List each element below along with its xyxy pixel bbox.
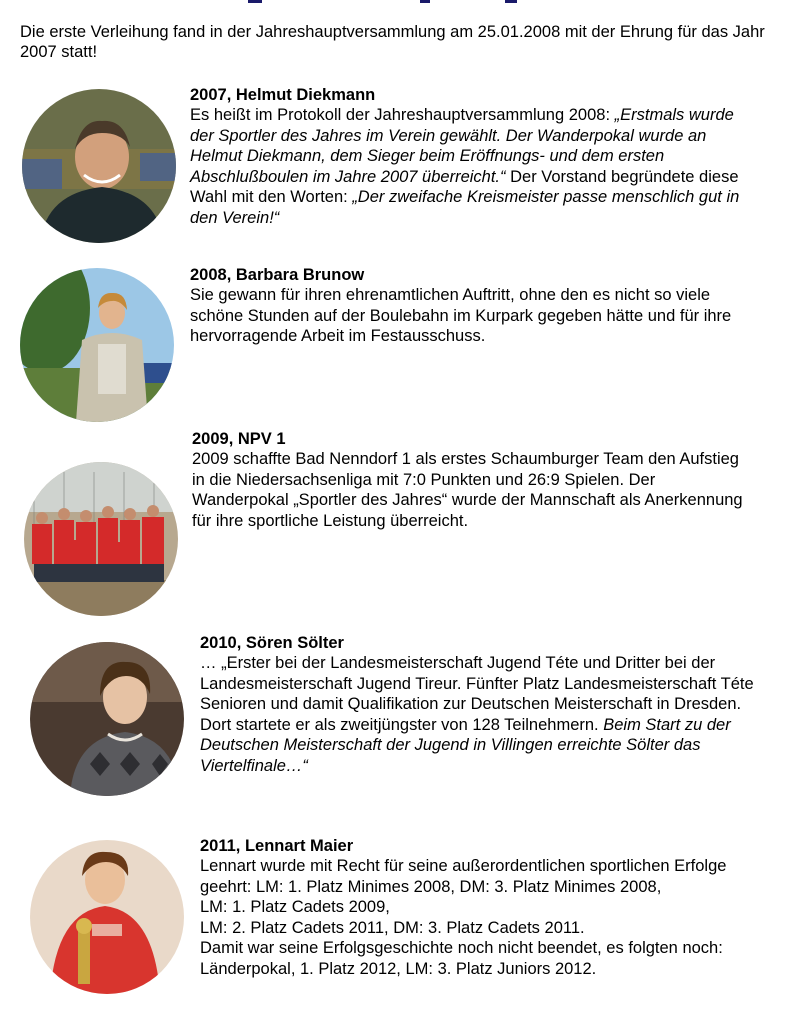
entry-text: 2009 schaffte Bad Nenndorf 1 als erstes Schaumburger Team den Aufstieg in die Niedersachsenliga mit 7:0 Punkten und 26:9 Spielen. Der Wanderpokal „Sportler des Jahres“ wurde der Mannschaft als Anerkennung für ihre sportliche Leistung überreicht. xyxy=(192,450,743,530)
entry-heading: 2008, Barbara Brunow xyxy=(190,266,365,284)
entry-text-line: Damit war seine Erfolgsgeschichte noch nicht beendet, es folgten noch: Länderpokal, 1. Platz 2012, LM: 3. Platz Juniors 2012. xyxy=(200,939,723,978)
entry-text: … „Erster bei der Landesmeisterschaft Jugend Téte und Dritter bei der Landesmeisterschaft Jugend Tireur. Fünfter Platz Landesmeisterschaft Téte Senioren und damit Qualifikation zur Deutschen Meisterschaft in Dresden. Dort startete er als zweitjüngster von 128 Teilnehmern. Beim Start zu der Deutschen Meisterschaft der Jugend in Villingen erreichte Sölter das Viertelfinale…“ xyxy=(200,654,754,775)
entry-2009 xyxy=(192,429,752,531)
entry-text: Es heißt im Protokoll der Jahreshauptversammlung 2008: „Erstmals wurde der Sportler des Jahres im Verein gewählt. Der Wanderpokal wurde an Helmut Diekmann, dem Sieger beim Eröffnungs- und dem ersten Abschlußboulen im Jahre 2007 überreicht.“ Der Vorstand begründete diese Wahl mit den Worten: „Der zweifache Kreismeister passe menschlich gut in den Verein!“ xyxy=(190,106,740,227)
photo-barbara-brunow xyxy=(20,268,174,422)
entry-heading: 2007, Helmut Diekmann xyxy=(190,86,376,104)
photo-lennart-maier xyxy=(30,840,184,994)
entry-2008 xyxy=(190,265,760,347)
entry-text-line: Lennart wurde mit Recht für seine außerordentlichen sportlichen Erfolge geehrt: LM: 1. Platz Minimes 2008, DM: 3. Platz Minimes 2008, xyxy=(200,857,727,896)
photo-npv-1-team xyxy=(24,462,178,616)
cropped-header-fragment xyxy=(0,0,792,6)
entry-text-line: LM: 1. Platz Cadets 2009, xyxy=(200,898,390,916)
entry-2011 xyxy=(200,836,760,979)
entry-heading: 2011, Lennart Maier xyxy=(200,837,354,855)
entry-text: Sie gewann für ihren ehrenamtlichen Auftritt, ohne den es nicht so viele schöne Stunden auf der Boulebahn im Kurpark gegeben hätte und für ihre hervorragende Arbeit im Festausschuss. xyxy=(190,286,732,345)
entry-2010 xyxy=(200,633,760,776)
entry-heading: 2009, NPV 1 xyxy=(192,430,286,448)
photo-soeren-soelter xyxy=(30,642,184,796)
entry-text-line: LM: 2. Platz Cadets 2011, DM: 3. Platz Cadets 2011. xyxy=(200,918,585,937)
intro-paragraph: Die erste Verleihung fand in der Jahreshauptversammlung am 25.01.2008 mit der Ehrung für das Jahr 2007 statt! xyxy=(20,23,765,61)
entry-2007 xyxy=(190,85,760,228)
photo-helmut-diekmann xyxy=(22,89,176,243)
entry-heading: 2010, Sören Sölter xyxy=(200,634,344,652)
